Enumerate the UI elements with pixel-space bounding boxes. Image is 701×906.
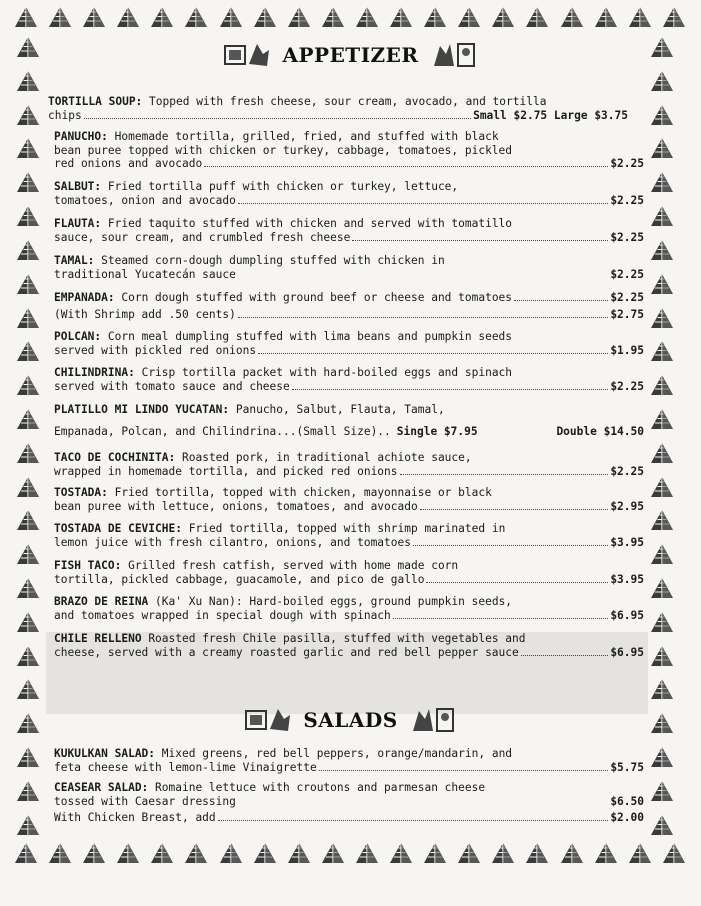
pyramid-icon (16, 408, 40, 430)
pyramid-icon (628, 842, 652, 864)
pyramid-icon (650, 239, 674, 261)
pyramid-icon (287, 6, 311, 28)
pyramid-icon (48, 6, 72, 28)
pyramid-icon (650, 442, 674, 464)
mayan-figure-icon (430, 40, 478, 70)
pyramid-icon (219, 842, 243, 864)
pyramid-icon (16, 374, 40, 396)
pyramid-icon (560, 6, 584, 28)
menu-item-tostada-de-ceviche: TOSTADA DE CEVICHE: Fried tortilla, topped with shrimp marinated in lemon juice with fresh cilantro, onions, and tomatoes $3.95 (54, 522, 644, 549)
pyramid-icon (594, 842, 618, 864)
pyramid-icon (321, 842, 345, 864)
pyramid-icon (457, 6, 481, 28)
pyramid-icon (14, 842, 38, 864)
price: Small $2.75 Large $3.75 (473, 108, 628, 122)
menu-item-tortilla-soup: TORTILLA SOUP: Topped with fresh cheese, sour cream, avocado, and tortilla chips Small $2.75 Large $3.75 (48, 95, 628, 122)
mayan-figure-icon (409, 705, 457, 735)
pyramid-icon (16, 104, 40, 126)
price: $2.95 (610, 499, 644, 513)
pyramid-icon (650, 374, 674, 396)
pyramid-icon (150, 842, 174, 864)
pyramid-icon (650, 780, 674, 802)
bottom-pyramid-border (14, 842, 686, 868)
pyramid-icon (662, 842, 686, 864)
pyramid-icon (82, 6, 106, 28)
price: $2.25 (610, 464, 644, 478)
pyramid-icon (16, 746, 40, 768)
pyramid-icon (650, 70, 674, 92)
price: $3.95 (610, 572, 644, 586)
pyramid-icon (16, 678, 40, 700)
pyramid-icon (355, 6, 379, 28)
price-chicken: $2.00 (610, 811, 644, 824)
pyramid-icon (16, 577, 40, 599)
appetizer-heading (0, 40, 701, 70)
pyramid-icon (16, 340, 40, 362)
price: $6.50 (610, 794, 644, 808)
menu-item-tostada: TOSTADA: Fried tortilla, topped with chicken, mayonnaise or black bean puree with lettuce, onions, tomatoes, and avocado $2.95 (54, 486, 644, 513)
menu-item-flauta: FLAUTA: Fried taquito stuffed with chicken and served with tomatillo sauce, sour cream, and crumbled fresh cheese $2.25 (54, 217, 644, 244)
pyramid-icon (650, 408, 674, 430)
pyramid-icon (355, 842, 379, 864)
price: $5.75 (610, 760, 644, 774)
pyramid-icon (650, 678, 674, 700)
price-shrimp: $2.75 (610, 307, 644, 321)
menu-item-empanada: EMPANADA: Corn dough stuffed with ground beef or cheese and tomatoes $2.25 (With Shrimp add .50 cents) $2.75 (54, 291, 644, 321)
menu-item-ceasear-salad: CEASEAR SALAD: Romaine lettuce with croutons and parmesan cheese tossed with Caesar dressing $6.50 With Chicken Breast, add $2.00 (54, 781, 644, 824)
pyramid-icon (650, 171, 674, 193)
pyramid-icon (253, 6, 277, 28)
pyramid-icon (650, 104, 674, 126)
pyramid-icon (219, 6, 243, 28)
menu-item-salbut: SALBUT: Fried tortilla puff with chicken or turkey, lettuce, tomatoes, onion and avocado $2.25 (54, 180, 644, 207)
pyramid-icon (321, 6, 345, 28)
pyramid-icon (116, 842, 140, 864)
pyramid-icon (423, 842, 447, 864)
pyramid-icon (389, 6, 413, 28)
pyramid-icon (662, 6, 686, 28)
pyramid-icon (650, 611, 674, 633)
pyramid-icon (16, 239, 40, 261)
pyramid-icon (16, 70, 40, 92)
pyramid-icon (16, 273, 40, 295)
pyramid-icon (650, 509, 674, 531)
menu-item-taco-de-cochinita: TACO DE COCHINITA: Roasted pork, in traditional achiote sauce, wrapped in homemade tortilla, and picked red onions $2.25 (54, 451, 644, 478)
menu-item-panucho: PANUCHO: Homemade tortilla, grilled, fried, and stuffed with black bean puree topped with chicken or turkey, cabbage, tomatoes, pickled red onions and avocado $2.25 (54, 130, 644, 170)
pyramid-icon (48, 842, 72, 864)
pyramid-icon (16, 509, 40, 531)
pyramid-icon (491, 842, 515, 864)
pyramid-icon (16, 137, 40, 159)
pyramid-icon (525, 842, 549, 864)
menu-item-tamal: TAMAL: Steamed corn-dough dumpling stuffed with chicken in traditional Yucatecán sauce $2.25 (54, 254, 644, 281)
pyramid-icon (16, 205, 40, 227)
menu-item-kukulkan-salad: KUKULKAN SALAD: Mixed greens, red bell peppers, orange/mandarin, and feta cheese with lemon-lime Vinaigrette $5.75 (54, 747, 644, 774)
pyramid-icon (560, 842, 584, 864)
pyramid-icon (457, 842, 481, 864)
pyramid-icon (650, 307, 674, 329)
pyramid-icon (16, 476, 40, 498)
mayan-glyph-icon (223, 40, 271, 70)
pyramid-icon (287, 842, 311, 864)
top-pyramid-border (14, 6, 686, 32)
price: $2.25 (610, 267, 644, 281)
pyramid-icon (491, 6, 515, 28)
pyramid-icon (116, 6, 140, 28)
price: $1.95 (610, 343, 644, 357)
pyramid-icon (82, 842, 106, 864)
pyramid-icon (16, 171, 40, 193)
salads-title: SALADS (303, 708, 398, 732)
price: $2.25 (610, 230, 644, 244)
pyramid-icon (184, 842, 208, 864)
pyramid-icon (14, 6, 38, 28)
pyramid-icon (650, 543, 674, 565)
price-double: Double $14.50 (556, 424, 644, 438)
pyramid-icon (650, 577, 674, 599)
pyramid-icon (650, 746, 674, 768)
price: $2.25 (610, 193, 644, 207)
appetizer-title: APPETIZER (282, 43, 419, 67)
pyramid-icon (16, 814, 40, 836)
pyramid-icon (150, 6, 174, 28)
pyramid-icon (16, 307, 40, 329)
menu-item-platillo-mi-lindo-yucatan: PLATILLO MI LINDO YUCATAN: Panucho, Salbut, Flauta, Tamal, Empanada, Polcan, and Chilindrina...(Small Size).. Single $7.95 Double $14.50 (54, 403, 644, 438)
pyramid-icon (650, 273, 674, 295)
mayan-glyph-icon (244, 705, 292, 735)
pyramid-icon (423, 6, 447, 28)
price: $3.95 (610, 535, 644, 549)
pyramid-icon (594, 6, 618, 28)
pyramid-icon (184, 6, 208, 28)
price: $2.25 (610, 157, 644, 170)
pyramid-icon (650, 645, 674, 667)
pyramid-icon (650, 340, 674, 362)
pyramid-icon (16, 442, 40, 464)
menu-item-chile-relleno: CHILE RELLENO Roasted fresh Chile pasilla, stuffed with vegetables and cheese, served with a creamy roasted garlic and red bell pepper sauce $6.95 (54, 632, 644, 659)
price: $2.25 (610, 379, 644, 393)
salads-heading (0, 705, 701, 735)
pyramid-icon (253, 842, 277, 864)
price-single: Single $7.95 (396, 424, 478, 438)
pyramid-icon (650, 814, 674, 836)
price: $6.95 (610, 645, 644, 659)
menu-item-brazo-de-reina: BRAZO DE REINA (Ka' Xu Nan): Hard-boiled eggs, ground pumpkin seeds, and tomatoes wrapped in special dough with spinach $6.95 (54, 595, 644, 622)
pyramid-icon (650, 137, 674, 159)
menu-item-polcan: POLCAN: Corn meal dumpling stuffed with lima beans and pumpkin seeds served with pickled red onions $1.95 (54, 330, 644, 357)
pyramid-icon (525, 6, 549, 28)
pyramid-icon (16, 543, 40, 565)
menu-item-fish-taco: FISH TACO: Grilled fresh catfish, served with home made corn tortilla, pickled cabbage, guacamole, and pico de gallo $3.95 (54, 559, 644, 586)
pyramid-icon (16, 645, 40, 667)
pyramid-icon (628, 6, 652, 28)
price: $6.95 (610, 608, 644, 622)
pyramid-icon (16, 780, 40, 802)
pyramid-icon (650, 476, 674, 498)
menu-item-chilindrina: CHILINDRINA: Crisp tortilla packet with hard-boiled eggs and spinach served with tomato sauce and cheese $2.25 (54, 366, 644, 393)
pyramid-icon (650, 205, 674, 227)
pyramid-icon (16, 611, 40, 633)
pyramid-icon (389, 842, 413, 864)
price: $2.25 (610, 291, 644, 304)
